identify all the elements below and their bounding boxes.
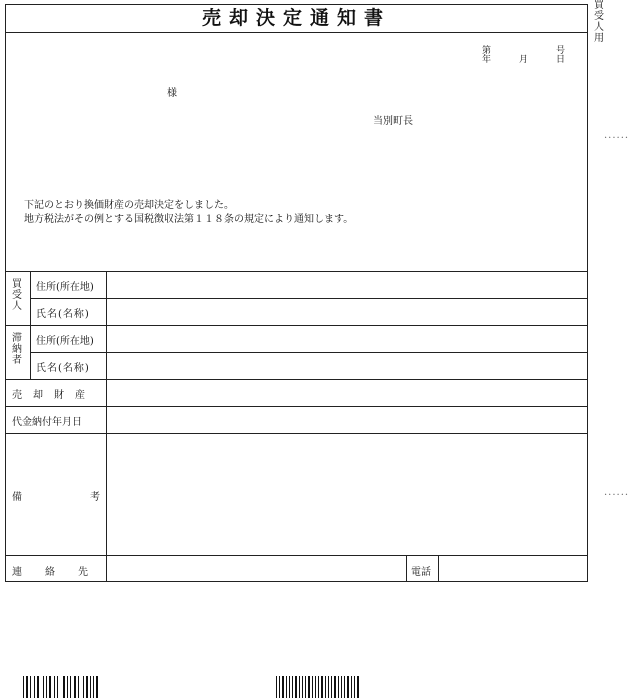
phone-right-rule bbox=[438, 555, 439, 582]
remarks-label-text: 備考 bbox=[12, 492, 168, 503]
phone-label: 電話 bbox=[411, 567, 431, 578]
buyer-name-label: 氏名(名称) bbox=[36, 309, 90, 320]
buyer-address-label: 住所(所在地) bbox=[36, 282, 94, 293]
issuer-name: 当別町長 bbox=[373, 116, 413, 127]
barcode-left bbox=[23, 676, 98, 698]
year-label: 年 bbox=[482, 55, 492, 65]
delinquent-name-label: 氏名(名称) bbox=[36, 363, 90, 374]
day-label: 日 bbox=[556, 55, 566, 65]
row-rule-3 bbox=[30, 352, 588, 353]
month-label: 月 bbox=[519, 55, 529, 65]
recipient-honorific: 様 bbox=[167, 88, 177, 99]
remarks-label bbox=[12, 488, 168, 503]
document-title: 売却決定通知書 bbox=[201, 7, 391, 29]
perforation-mark-right-lower: ...... bbox=[604, 487, 629, 498]
payment-date-label: 代金納付年月日 bbox=[12, 417, 82, 428]
title-divider bbox=[5, 32, 588, 33]
number-suffix: 号 bbox=[556, 46, 566, 56]
label-column-rule bbox=[106, 271, 107, 582]
contact-label: 連絡先 bbox=[12, 567, 111, 578]
delinquent-group-label: 滞納者 bbox=[12, 333, 22, 366]
phone-left-rule bbox=[406, 555, 407, 582]
property-label: 売却財産 bbox=[12, 390, 96, 401]
number-prefix: 第 bbox=[482, 46, 492, 56]
delinquent-address-label: 住所(所在地) bbox=[36, 336, 94, 347]
body-line-2: 地方税法がその例とする国税徴収法第１１８条の規定により通知します。 bbox=[24, 214, 354, 225]
perforation-mark-right-upper: ...... bbox=[604, 130, 629, 141]
row-rule-4 bbox=[5, 379, 588, 380]
row-rule-2 bbox=[5, 325, 588, 326]
row-rule-7 bbox=[5, 555, 588, 556]
buyer-group-label: 買受人 bbox=[12, 279, 22, 312]
barcode-right bbox=[276, 676, 359, 698]
table-top-rule bbox=[5, 271, 588, 272]
row-rule-5 bbox=[5, 406, 588, 407]
group-column-rule bbox=[30, 271, 31, 379]
body-line-1: 下記のとおり換価財産の売却決定をしました。 bbox=[24, 200, 234, 211]
row-rule-1 bbox=[30, 298, 588, 299]
row-rule-6 bbox=[5, 433, 588, 434]
side-label: 買受人用 bbox=[594, 0, 604, 44]
